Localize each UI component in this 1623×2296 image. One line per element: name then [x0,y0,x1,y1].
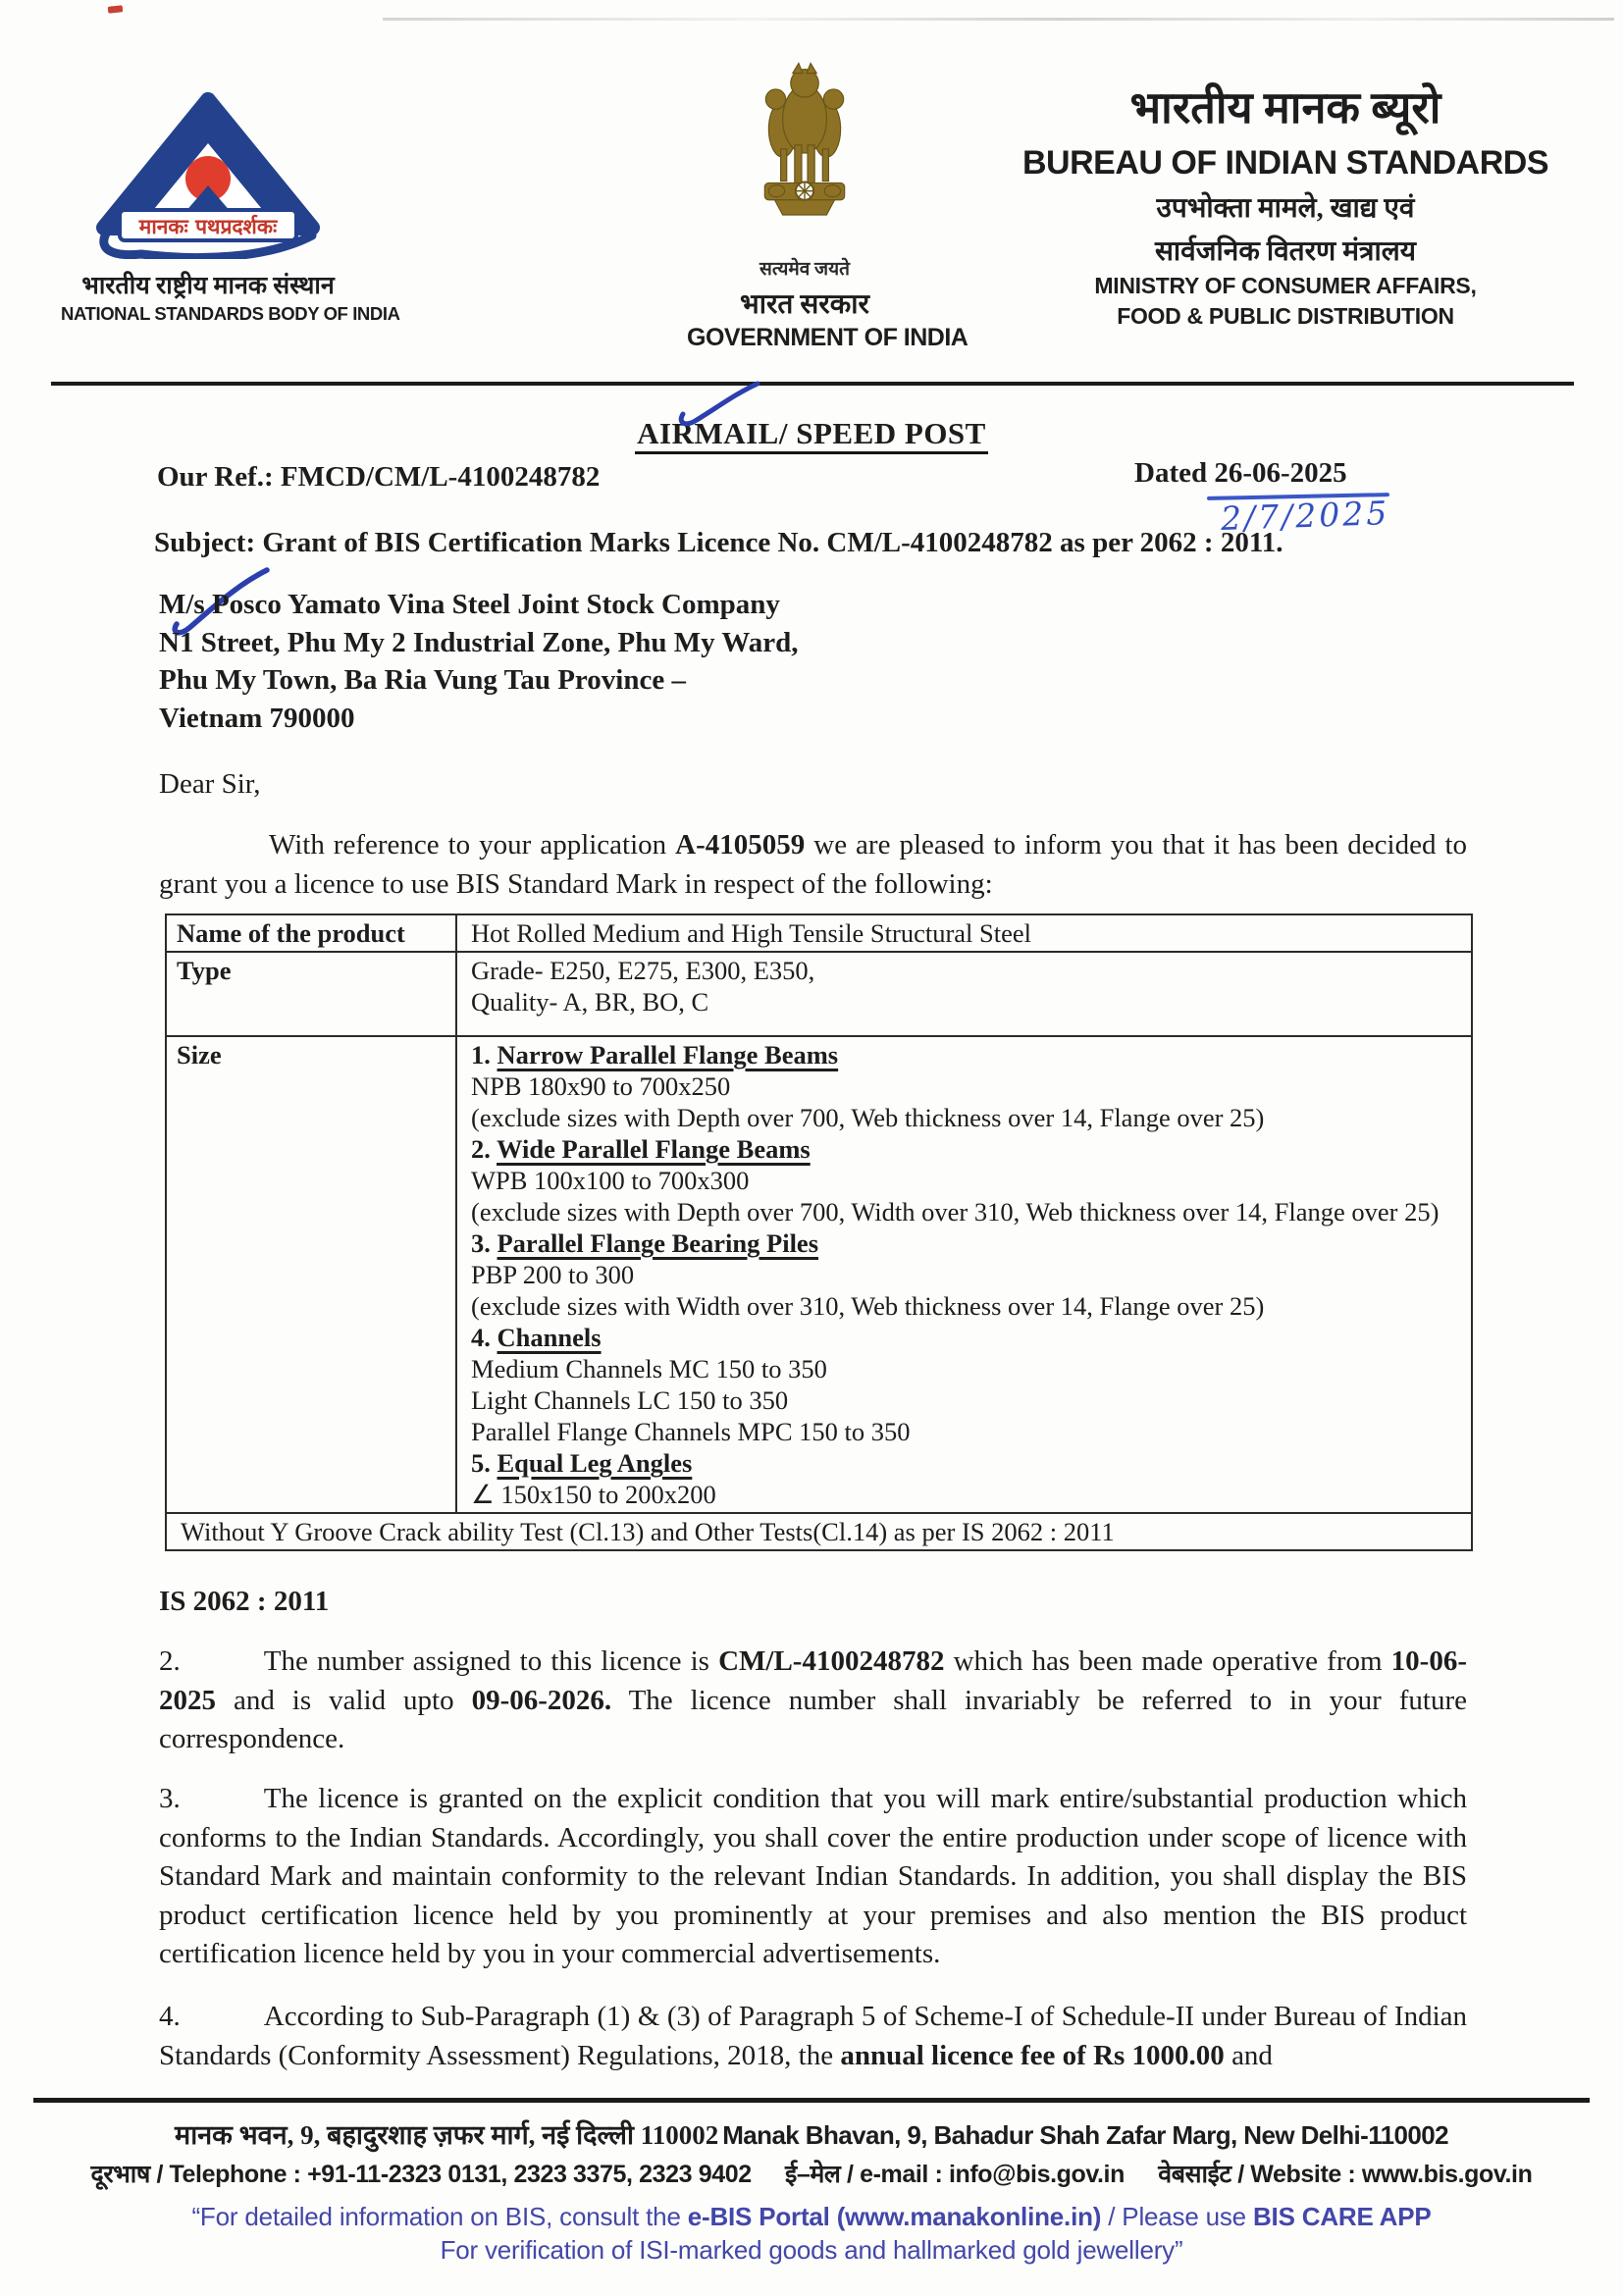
paragraph-1 [159,826,1467,904]
table-row-type [167,953,1471,1037]
size-group-heading [471,1447,1457,1479]
para4-text: and [1224,2039,1273,2071]
dispatch-mode-heading [0,416,1623,451]
validity-date: 09-06-2026. [471,1684,612,1716]
footer-contact-line [0,2157,1623,2190]
govt-emblem-block [687,57,969,352]
our-ref-line: Our Ref.: FMCD/CM/L-4100248782 [157,461,601,493]
row-value [457,1037,1471,1512]
annual-licence-fee: annual licence fee of Rs 1000.00 [840,2039,1225,2071]
size-line: (exclude sizes with Depth over 700, Web thickness over 14, Flange over 25) [471,1103,1265,1132]
size-group-title: Parallel Flange Bearing Piles [497,1228,819,1258]
size-group-number: 5. [471,1448,497,1478]
bis-logo-block [61,90,400,325]
size-group-title: Wide Parallel Flange Beams [497,1134,811,1164]
licence-number: CM/L-4100248782 [718,1645,945,1677]
size-line: WPB 100x100 to 700x300 [471,1166,750,1195]
size-group-number: 3. [471,1228,497,1258]
size-group-number: 4. [471,1323,497,1352]
nsb-hindi-name: भारतीय राष्ट्रीय मानक संस्थान [81,273,335,299]
ashoka-emblem-icon [745,57,864,249]
size-line: Parallel Flange Channels MPC 150 to 350 [471,1417,911,1446]
para4-number: 4. [159,2001,181,2032]
scan-artifact-red-mark [108,5,124,14]
notice-text: / Please use [1101,2202,1253,2231]
row-label: Name of the product [167,915,457,951]
bis-logo-icon [79,90,337,259]
para2-text: which has been made operative from [944,1645,1391,1677]
tests-exclusion-note: Without Y Groove Crack ability Test (Cl.13) and Other Tests(Cl.14) as per IS 2062 : 2011 [181,1517,1115,1546]
type-line: Quality- A, BR, BO, C [471,987,709,1017]
footer-notice-line1 [0,2202,1623,2232]
footer-address-hindi: मानक भवन, 9, बहादुरशाह ज़फर मार्ग, नई दिल्ली 110002 [175,2120,719,2150]
size-line: ∠ 150x150 to 200x200 [471,1480,716,1509]
addressee-line: N1 Street, Phu My 2 Industrial Zone, Phu My Ward, [159,626,799,658]
ministry-hindi-line1: उपभोक्ता मामले, खाद्य एवं [1156,193,1415,224]
paragraph-3 [159,1780,1467,1974]
footer-email: ई–मेल / e-mail : info@bis.gov.in [784,2161,1125,2188]
para3-text: The licence is granted on the explicit condition that you will mark entire/substantial production which conforms to the Indian Standards. Accordingly, you shall cover the entire production under scope of licence with Standard Mark and maintain conformity to the relevant Indian Standards. In addition, you shall display the BIS product certification licence held by you prominently at your premises and also mention the BIS product certification licence held by you in your commercial advertisements. [159,1783,1467,1970]
bureau-name-english: BUREAU OF INDIAN STANDARDS [1021,144,1549,182]
size-line: (exclude sizes with Depth over 700, Width over 310, Web thickness over 14, Flange over 25) [471,1197,1440,1226]
nsb-english-name: NATIONAL STANDARDS BODY OF INDIA [61,303,400,324]
handwritten-received-date: 2/7/2025 [1220,494,1390,538]
bureau-header-block [996,77,1575,330]
row-label: Type [167,953,457,1035]
size-group-number: 2. [471,1134,497,1164]
standard-reference: IS 2062 : 2011 [159,1586,330,1617]
size-group-heading [471,1133,1457,1165]
ministry-english-line2: FOOD & PUBLIC DISTRIBUTION [1117,303,1454,329]
size-group-title: Channels [497,1323,602,1352]
size-group-number: 1. [471,1040,497,1070]
row-label: Size [167,1037,457,1512]
para3-number: 3. [159,1783,181,1814]
dated-line: Dated 26-06-2025 [1134,457,1347,489]
size-group-heading [471,1039,1457,1070]
emblem-motto: सत्यमेव जयते [759,259,850,280]
product-table [165,913,1473,1551]
dispatch-mode-text: AIRMAIL/ SPEED POST [635,416,988,454]
para1-text: With reference to your application [269,829,676,861]
bureau-name-hindi: भारतीय मानक ब्यूरो [1129,83,1441,132]
svg-text:मानकः पथप्रदर्शकः: मानकः पथप्रदर्शकः [138,215,278,238]
size-group-heading [471,1322,1457,1353]
pen-tick-airmail [675,379,765,430]
size-group-title: Narrow Parallel Flange Beams [497,1040,839,1070]
para2-text: The number assigned to this licence is [263,1645,719,1677]
footer-address-english: Manak Bhavan, 9, Bahadur Shah Zafar Marg, New Delhi-110002 [722,2120,1448,2150]
footer-telephone: दूरभाष / Telephone : +91-11-2323 0131, 2323 3375, 2323 9402 [90,2161,752,2188]
footer-address-line [0,2115,1623,2152]
size-line: (exclude sizes with Width over 310, Web thickness over 14, Flange over 25) [471,1291,1265,1321]
govt-english: GOVERNMENT OF INDIA [687,324,969,351]
para2-number: 2. [159,1645,181,1677]
table-row-size [167,1037,1471,1514]
size-line: Medium Channels MC 150 to 350 [471,1354,827,1383]
table-row-product [167,915,1471,953]
table-row-tests [167,1514,1471,1549]
row-value: Hot Rolled Medium and High Tensile Structural Steel [471,918,1032,948]
application-number: A-4105059 [675,829,806,861]
size-line: PBP 200 to 300 [471,1260,635,1289]
subject-line: Subject: Grant of BIS Certification Marks Licence No. CM/L-4100248782 as per 2062 : 2011. [154,527,1283,558]
size-line: Light Channels LC 150 to 350 [471,1385,789,1415]
row-value [457,953,1471,1035]
govt-hindi: भारत सरकार [740,289,869,320]
addressee-block [159,586,798,738]
para4-text: According to Sub-Paragraph (1) & (3) of Paragraph 5 of Scheme-I of Schedule-II under Bureau of Indian Standards (Conformity Assessment) Regulations, 2018, the [159,2001,1467,2071]
ministry-hindi-line2: सार्वजनिक वितरण मंत्रालय [1155,236,1416,267]
size-line: NPB 180x90 to 700x250 [471,1071,731,1101]
notice-text: “For detailed information on BIS, consult the [191,2202,688,2231]
scan-artifact-streak [383,18,1614,21]
para1-text: we are pleased to inform you that it has been decided to grant you a licence to use BIS Standard Mark in respect of the following: [159,829,1467,900]
header-divider-rule [51,382,1574,386]
ebis-portal-text: e-BIS Portal (www.manakonline.in) [687,2202,1102,2231]
addressee-line: M/s Posco Yamato Vina Steel Joint Stock Company [159,589,780,620]
addressee-line: Phu My Town, Ba Ria Vung Tau Province – [159,664,686,697]
paragraph-2 [159,1643,1467,1759]
addressee-line: Vietnam 790000 [159,703,355,735]
operative-date: 10-06-2025 [159,1645,1467,1716]
salutation: Dear Sir, [159,768,261,800]
para2-text: The licence number shall invariably be referred to in your future correspondence. [159,1684,1467,1755]
type-line: Grade- E250, E275, E300, E350, [471,956,815,985]
size-group-heading [471,1227,1457,1259]
footer-divider-rule [33,2098,1590,2103]
footer-notice-line2: For verification of ISI-marked goods and hallmarked gold jewellery” [440,2235,1183,2265]
ministry-english-line1: MINISTRY OF CONSUMER AFFAIRS, [1094,273,1477,298]
paragraph-4 [159,1998,1467,2075]
bis-care-app-text: BIS CARE APP [1252,2202,1432,2231]
footer-website: वेबसाईट / Website : www.bis.gov.in [1158,2161,1533,2188]
size-group-title: Equal Leg Angles [497,1448,693,1478]
para2-text: and is valid upto [216,1684,472,1716]
